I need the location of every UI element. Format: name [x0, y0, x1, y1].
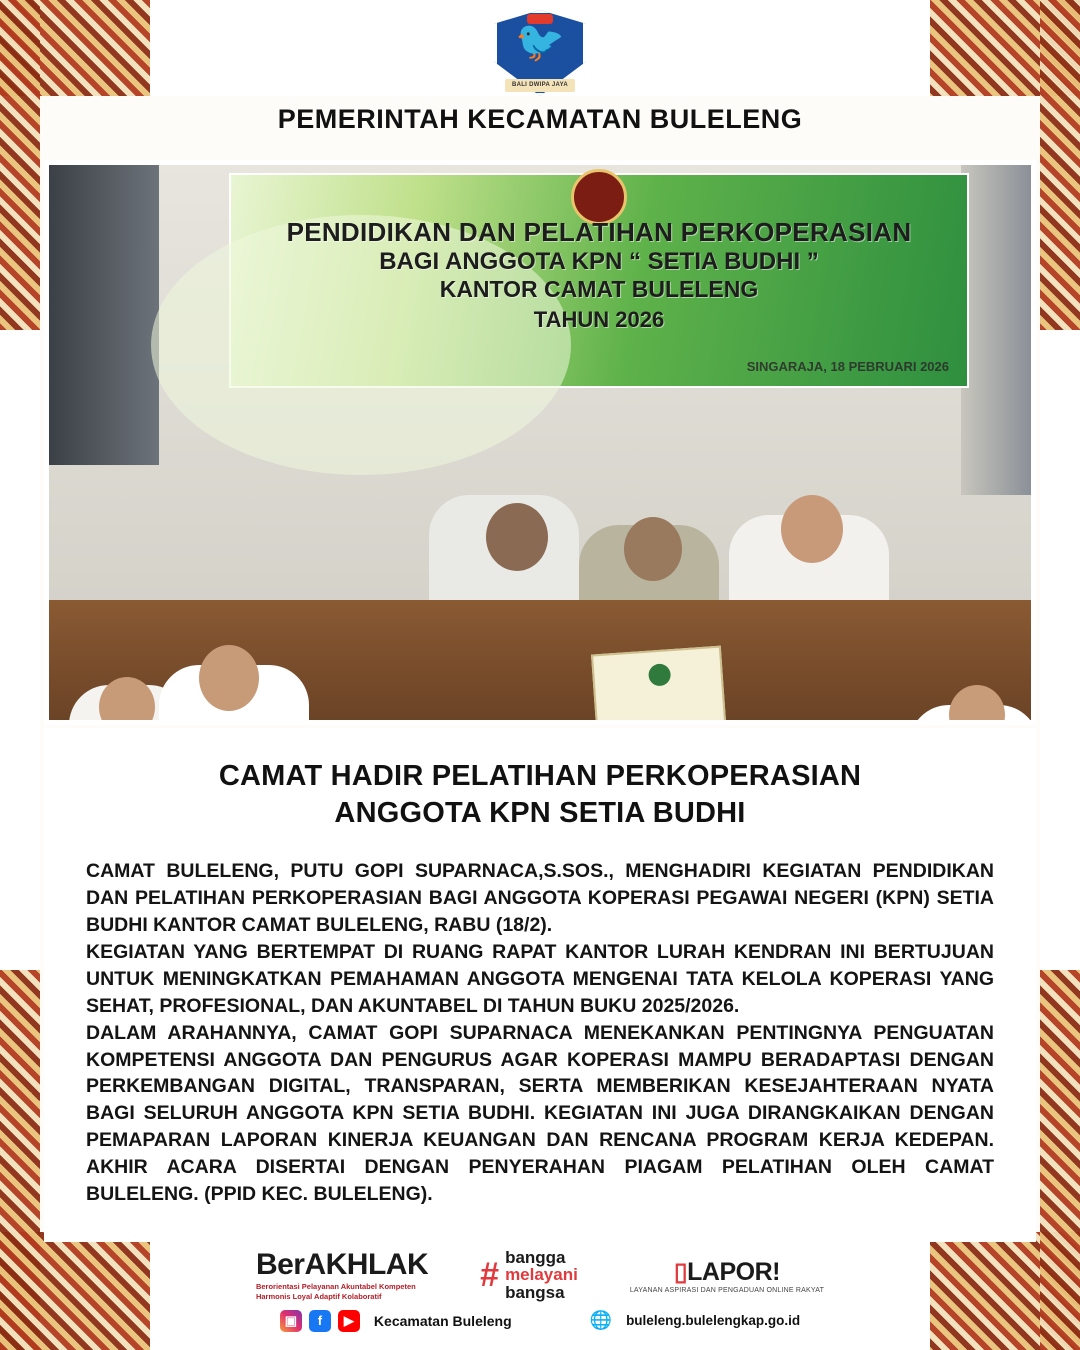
bangga-line-2: melayani	[505, 1265, 578, 1285]
bangga-line-1: bangga	[505, 1248, 566, 1267]
footer-contact-bar	[280, 1310, 800, 1332]
berakhlak-title-text: BerAKHLAK	[255, 1248, 429, 1282]
bangga-line-3: bangsa	[505, 1282, 565, 1302]
news-card	[44, 728, 1036, 1242]
garuda-crest-icon	[486, 8, 594, 100]
banner-date: SINGARAJA, 18 PEBRUARI 2026	[746, 359, 949, 374]
certificate-seal-icon	[648, 663, 671, 686]
crest-bird-glyph: 🐦	[515, 20, 565, 64]
crest-motto: BALI DWIPA JAYA	[505, 79, 575, 92]
social-account-name: Kecamatan Buleleng	[373, 1312, 512, 1329]
lapor-logo	[630, 1257, 824, 1294]
event-banner	[229, 173, 969, 388]
page-title: PEMERINTAH KECAMATAN BULELENG	[277, 104, 803, 134]
globe-icon: 🌐	[589, 1310, 613, 1331]
photo-person-center-head	[624, 517, 682, 581]
lapor-title-text: LAPOR!	[687, 1257, 780, 1286]
poster-footer	[0, 1230, 1080, 1350]
lapor-mark-icon: ▯	[673, 1257, 688, 1286]
photo-person-left-head	[486, 503, 548, 571]
news-headline-line-2: ANGGOTA KPN SETIA BUDHI	[334, 797, 746, 830]
poster-header	[0, 0, 1080, 146]
youtube-icon[interactable]: ▶	[338, 1310, 360, 1332]
facebook-icon[interactable]: f	[309, 1310, 331, 1332]
photo-audience-2-head	[199, 645, 259, 711]
banner-line-3: KANTOR CAMAT BULELENG	[439, 275, 759, 302]
certificate-object	[591, 646, 727, 725]
berakhlak-logo	[256, 1248, 428, 1302]
news-headline-line-1: CAMAT HADIR PELATIHAN PERKOPERASIAN	[218, 760, 862, 792]
photo-curtain-left	[49, 165, 159, 465]
bangga-melayani-bangsa-logo	[480, 1249, 578, 1301]
instagram-icon[interactable]: ▣	[280, 1310, 302, 1332]
bangga-text	[505, 1249, 578, 1301]
berakhlak-tagline-2: Harmonis Loyal Adaptif Kolaboratif	[255, 1292, 382, 1301]
event-photo	[44, 160, 1036, 725]
lapor-subtitle: LAYANAN ASPIRASI DAN PENGADUAN ONLINE RAKYAT	[629, 1286, 825, 1294]
banner-line-4: TAHUN 2026	[533, 307, 665, 333]
news-paragraph: KEGIATAN YANG BERTEMPAT DI RUANG RAPAT KANTOR LURAH KENDRAN INI BERTUJUAN UNTUK MENINGKATKAN PEMAHAMAN ANGGOTA MENGENAI TATA KELOLA KOPERASI YANG SEHAT, PROFESIONAL, DAN AKUNTABEL DI TAHUN BUKU 2025/2026.	[86, 940, 994, 1017]
ornament-mask-left	[0, 330, 40, 970]
berakhlak-tagline-1: Berorientasi Pelayanan Akuntabel Kompeten	[255, 1282, 416, 1292]
hash-icon: #	[480, 1255, 500, 1294]
banner-line-1: PENDIDIKAN DAN PELATIHAN PERKOPERASIAN	[286, 217, 912, 247]
news-body	[86, 858, 994, 1208]
berakhlak-title	[256, 1248, 428, 1282]
website-url[interactable]: buleleng.bulelengkap.go.id	[626, 1313, 801, 1329]
banner-text	[231, 217, 967, 333]
news-paragraph: CAMAT BULELENG, PUTU GOPI SUPARNACA,S.SOS., MENGHADIRI KEGIATAN PENDIDIKAN DAN PELATIHAN PERKOPERASIAN BAGI ANGGOTA KOPERASI PEGAWAI NEGERI (KPN) SETIA BUDHI KANTOR CAMAT BULELENG, RABU (18/2).	[86, 860, 994, 937]
lapor-title	[630, 1257, 824, 1287]
news-paragraph: DALAM ARAHANNYA, CAMAT GOPI SUPARNACA MENEKANKAN PENTINGNYA PENGUATAN KOMPETENSI ANGGOTA DAN PENGURUS AGAR KOPERASI MAMPU BERADAPTASI DENGAN PERKEMBANGAN DIGITAL, TRANSPARAN, SERTA MEMBERIKAN KESEJAHTERAAN NYATA BAGI SELURUH ANGGOTA KPN SETIA BUDHI. KEGIATAN INI JUGA DIRANGKAIKAN DENGAN PEMAPARAN LAPORAN KINERJA KEUANGAN DAN RENCANA PROGRAM KERJA KEDEPAN. AKHIR ACARA DISERTAI DENGAN PENYERAHAN PIAGAM PELATIHAN OLEH CAMAT BULELENG. (PPID KEC. BULELENG).	[86, 1021, 994, 1206]
photo-person-right-head	[781, 495, 843, 563]
ornament-mask-right	[1040, 330, 1080, 970]
social-icons	[280, 1310, 360, 1332]
news-headline	[86, 758, 994, 832]
footer-logos	[256, 1248, 824, 1302]
photo-curtain-right	[961, 165, 1031, 495]
banner-line-2: BAGI ANGGOTA KPN “ SETIA BUDHI ”	[379, 247, 819, 275]
